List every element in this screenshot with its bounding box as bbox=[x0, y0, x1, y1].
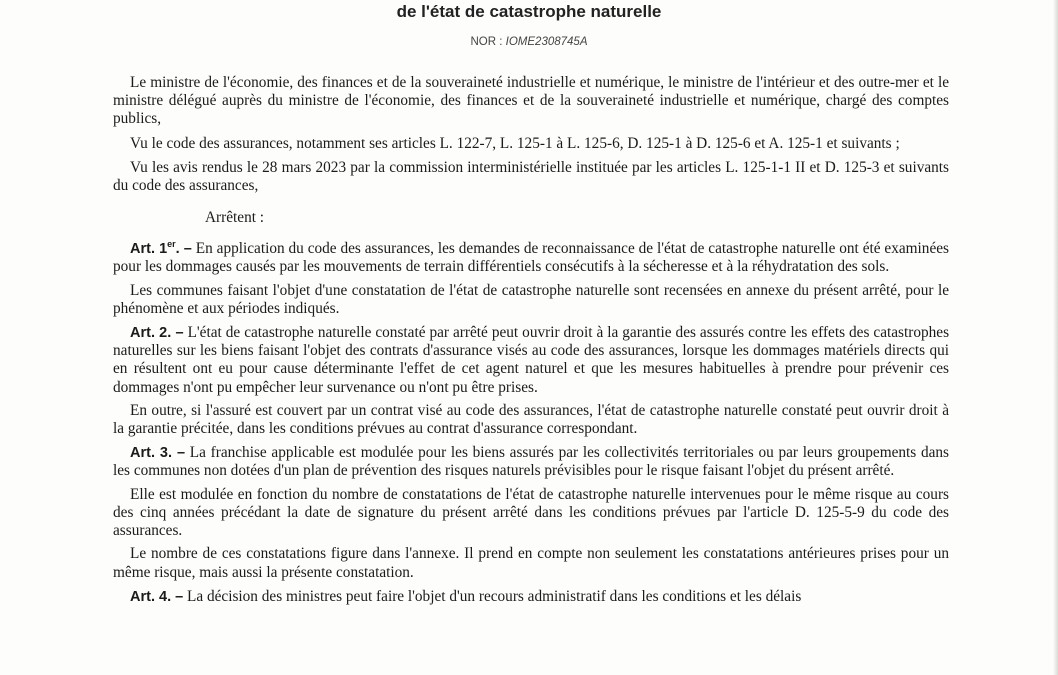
article-2-label: Art. 2. – bbox=[130, 325, 184, 342]
article-1-paragraph-2: Les communes faisant l'objet d'une constatation de l'état de catastrophe naturelle sont recensées en annexe du présent arrêté, pour le phénomène et aux périodes indiqués. bbox=[113, 281, 949, 317]
article-3-paragraph bbox=[113, 444, 949, 480]
nor-label: NOR : bbox=[470, 36, 503, 48]
article-3-paragraph-3: Le nombre de ces constatations figure dans l'annexe. Il prend en compte non seulement les constatations antérieures prises pour un même risque, mais aussi la présente constatation. bbox=[113, 545, 949, 581]
article-4-label: Art. 4. – bbox=[130, 588, 184, 605]
article-1-label: Art. 1er. – bbox=[130, 239, 192, 258]
arretent-heading: Arrêtent : bbox=[205, 209, 265, 227]
document-body bbox=[113, 74, 949, 612]
preamble-vu-avis: Vu les avis rendus le 28 mars 2023 par la commission interministérielle instituée par les articles L. 125-1-1 II et D. 125-3 et suivants du code des assurances, bbox=[113, 158, 949, 195]
article-2-paragraph-2: En outre, si l'assuré est couvert par un contrat visé au code des assurances, l'état de catastrophe naturelle constaté peut ouvrir droit à la garantie précitée, dans les conditions prévues au contrat d'assurance correspondant. bbox=[113, 401, 949, 438]
preamble-ministers: Le ministre de l'économie, des finances et de la souveraineté industrielle et numérique, le ministre de l'intérieur et des outre-mer et le ministre délégué auprès du ministre de l'économie, des finances et de la souveraineté industrielle et numérique, chargé des comptes publics, bbox=[113, 74, 949, 128]
nor-value: IOME2308745A bbox=[505, 36, 588, 48]
article-3-text: La franchise applicable est modulée pour les biens assurés par les collectivités territoriales ou par leurs groupements dans les communes non dotées d'un plan de prévention des risques naturels prévisibles pour le risque faisant l'objet du présent arrêté. bbox=[113, 444, 950, 480]
article-4-text: La décision des ministres peut faire l'objet d'un recours administratif dans les conditions et les délais bbox=[187, 587, 802, 605]
article-3-paragraph-2: Elle est modulée en fonction du nombre de constatations de l'état de catastrophe naturelle intervenues pour le même risque au cours des cinq années précédant la date de signature du présent arrêté dans les conditions prévues par l'article D. 125-5-9 du code des assurances. bbox=[113, 485, 949, 540]
preamble-vu-code: Vu le code des assurances, notamment ses articles L. 122-7, L. 125-1 à L. 125-6, D. 125-1 à D. 125-6 et A. 125-1 et suivants ; bbox=[130, 134, 900, 152]
article-2-paragraph bbox=[113, 324, 949, 397]
article-1-paragraph bbox=[113, 235, 949, 276]
document-title: de l'état de catastrophe naturelle bbox=[396, 2, 662, 21]
article-4-paragraph bbox=[113, 588, 949, 606]
article-3-label: Art. 3. – bbox=[130, 445, 186, 462]
article-1-text: En application du code des assurances, les demandes de reconnaissance de l'état de catastrophe naturelle ont été examinées pour les dommages causés par les mouvements de terrain différentiels consécutifs à la sécheresse et à la réhydratation des sols. bbox=[113, 240, 949, 276]
article-2-text: L'état de catastrophe naturelle constaté par arrêté peut ouvrir droit à la garantie des assurés contre les effets des catastrophes naturelles sur les biens faisant l'objet des contrats d'assurance visés au code des assurances, lorsque les dommages matériels directs qui en résultent ont eu pour cause déterminante l'effet de cet agent naturel et que les mesures habituelles à prendre pour prévenir ces dommages n'ont pu empêcher leur survenance ou n'ont pu être prises. bbox=[113, 324, 950, 396]
page-edge-shadow bbox=[1053, 0, 1058, 675]
nor-reference bbox=[0, 36, 1058, 48]
